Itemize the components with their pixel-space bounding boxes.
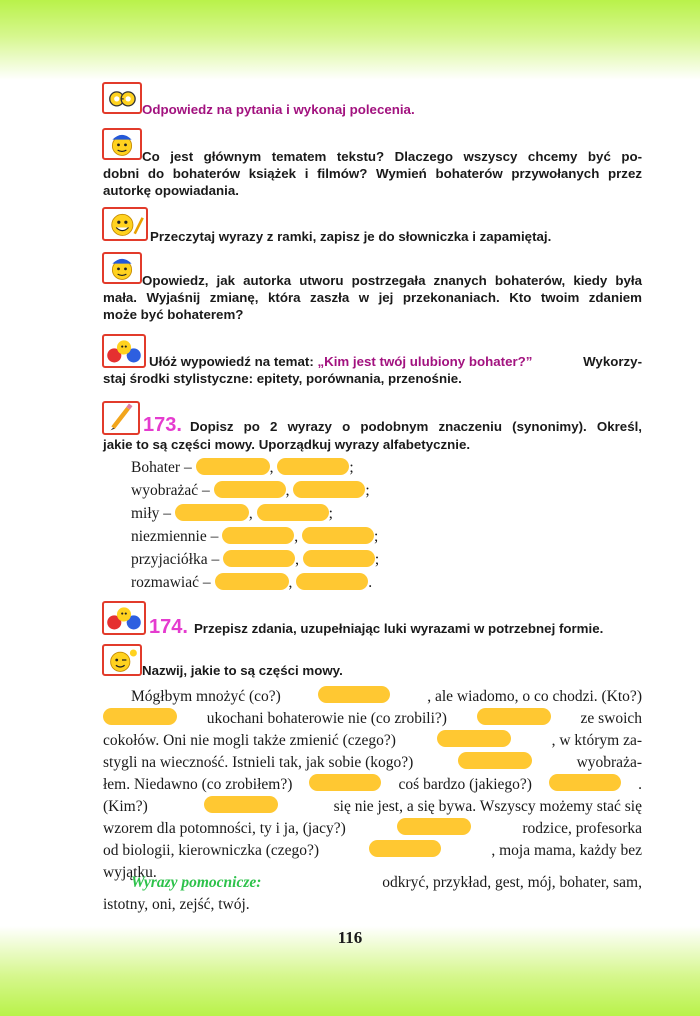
text-segment: Mógłbym mnożyć (co?) [131, 688, 281, 705]
thinking-face-icon-2 [102, 252, 142, 284]
ex173-instruction-line1: Dopisz po 2 wyrazy o podobnym znaczeniu (synonimy). Określ, [189, 419, 642, 434]
pencil-icon [102, 401, 140, 435]
task-questions-line3: autorkę opowiadania. [103, 183, 239, 198]
blank-field[interactable] [318, 686, 390, 703]
text-segment: ukochani bohaterowie nie (co zrobili?) [206, 710, 447, 727]
ex174-instruction-line2: Nazwij, jakie to są części mowy. [142, 663, 343, 678]
task-speech-topic: „Kim jest twój ulubiony bohater?” [317, 354, 533, 369]
helper-words-line1 [131, 872, 642, 894]
ex174-text-line [131, 686, 642, 708]
text-segment: wyobraża- [576, 754, 642, 771]
ex173-word-row: przyjaciółka – , ; [131, 551, 380, 568]
blank-field[interactable] [309, 774, 381, 791]
blank-field[interactable] [277, 458, 349, 475]
ex174-number: 174. [149, 616, 188, 638]
blank-field[interactable] [477, 708, 551, 725]
ex173-line1 [143, 414, 642, 437]
page-number: 116 [337, 928, 363, 947]
text-segment: coś bardzo (jakiego?) [398, 776, 532, 793]
top-green-band [0, 0, 700, 80]
ex174-text-line [103, 840, 642, 862]
blank-field[interactable] [293, 481, 365, 498]
ex173-word: przyjaciółka – [131, 551, 220, 568]
blank-field[interactable] [369, 840, 441, 857]
blank-field[interactable] [303, 550, 375, 567]
blank-field[interactable] [257, 504, 329, 521]
blank-field[interactable] [302, 527, 374, 544]
helper-words-line2: istotny, oni, zejść, twój. [103, 896, 250, 913]
text-segment: , moja mama, każdy bez [491, 842, 642, 859]
ex174-text-line [103, 774, 642, 796]
text-segment: (Kim?) [103, 798, 148, 815]
ex173-word: Bohater – [131, 459, 192, 476]
ex174-text-line [103, 730, 642, 752]
blank-field[interactable] [196, 458, 270, 475]
ex173-word-row: wyobrażać – , ; [131, 482, 370, 499]
ex173-word: rozmawiać – [131, 574, 211, 591]
blank-field[interactable] [397, 818, 471, 835]
text-segment: rodzice, profesorka [522, 820, 642, 837]
task-speech-pre: Ułóż wypowiedź na temat: [149, 354, 318, 369]
task-questions-line2: dobni do bohaterów książek i filmów? Wymień bohaterów przywołanych przez [103, 166, 642, 181]
task-retell-line3: może być bohaterem? [103, 307, 244, 322]
blank-field[interactable] [222, 527, 294, 544]
text-segment: . [638, 776, 642, 793]
blank-field[interactable] [549, 774, 621, 791]
ex173-word: wyobrażać – [131, 482, 210, 499]
group-faces-icon-2 [102, 601, 146, 635]
blank-field[interactable] [437, 730, 511, 747]
ex174-text-line [103, 796, 642, 818]
glasses-icon [102, 82, 142, 114]
ex174-text-line [103, 818, 642, 840]
group-faces-icon [102, 334, 146, 368]
text-segment: stygli na wieczność. Istnieli tak, jak sobie (kogo?) [103, 754, 414, 771]
task-speech-line2: staj środki stylistyczne: epitety, porównania, przenośnie. [103, 371, 462, 386]
text-segment: łem. Niedawno (co zrobiłem?) [103, 776, 293, 793]
ex173-word-row: rozmawiać – , . [131, 574, 373, 591]
thinking-face-icon [102, 128, 142, 160]
ex173-word-row: miły – , ; [131, 505, 333, 522]
blank-field[interactable] [103, 708, 177, 725]
blank-field[interactable] [223, 550, 295, 567]
text-segment: , w którym za- [551, 732, 642, 749]
text-segment: od biologii, kierowniczka (czego?) [103, 842, 320, 859]
ex174-text-line [103, 708, 642, 730]
ex173-word-row: Bohater – , ; [131, 459, 354, 476]
task-read-questions: Odpowiedz na pytania i wykonaj polecenia. [142, 102, 415, 117]
blank-field[interactable] [296, 573, 368, 590]
ex174-text-line [103, 752, 642, 774]
task-questions-line1: Co jest głównym tematem tekstu? Dlaczego wszyscy chcemy być po- [142, 149, 642, 164]
task-retell-line2: mała. Wyjaśnij zmianę, która zaszła w jej przekonaniach. Kto twoim zdaniem [103, 290, 642, 305]
ex173-word: niezmiennie – [131, 528, 219, 545]
ex173-word: miły – [131, 505, 172, 522]
task-read-words: Przeczytaj wyrazy z ramki, zapisz je do słowniczka i zapamiętaj. [150, 229, 552, 244]
blank-field[interactable] [214, 481, 286, 498]
ex173-word-row: niezmiennie – , ; [131, 528, 379, 545]
ex174-line1 [149, 616, 603, 639]
ex173-number: 173. [143, 414, 182, 436]
task-speech-line1 [149, 353, 642, 371]
text-segment: cokołów. Oni nie mogli także zmienić (czego?) [103, 732, 396, 749]
text-segment: ze swoich [580, 710, 642, 727]
helper-label: Wyrazy pomocnicze: [131, 874, 262, 891]
task-speech-post: Wykorzy- [583, 354, 642, 369]
winking-face-icon [102, 644, 142, 676]
blank-field[interactable] [204, 796, 278, 813]
text-segment: wzorem dla potomności, ty i ja, (jacy?) [103, 820, 346, 837]
smiling-face-pen-icon [102, 207, 148, 241]
text-segment: się nie jest, a się bywa. Wszyscy możemy stać się [333, 798, 642, 815]
ex174-instruction-line1: Przepisz zdania, uzupełniając luki wyrazami w potrzebnej formie. [193, 621, 604, 636]
ex173-instruction-line2: jakie to są części mowy. Uporządkuj wyrazy alfabetycznie. [103, 437, 471, 452]
text-segment: , ale wiadomo, o co chodzi. (Kto?) [427, 688, 642, 705]
helper-words: odkryć, przykład, gest, mój, bohater, sam, [382, 874, 642, 891]
task-retell-line1: Opowiedz, jak autorka utworu postrzegała znanych bohaterów, kiedy była [142, 273, 642, 288]
blank-field[interactable] [175, 504, 249, 521]
text-segment: wyjątku. [103, 864, 157, 881]
blank-field[interactable] [215, 573, 289, 590]
blank-field[interactable] [458, 752, 532, 769]
